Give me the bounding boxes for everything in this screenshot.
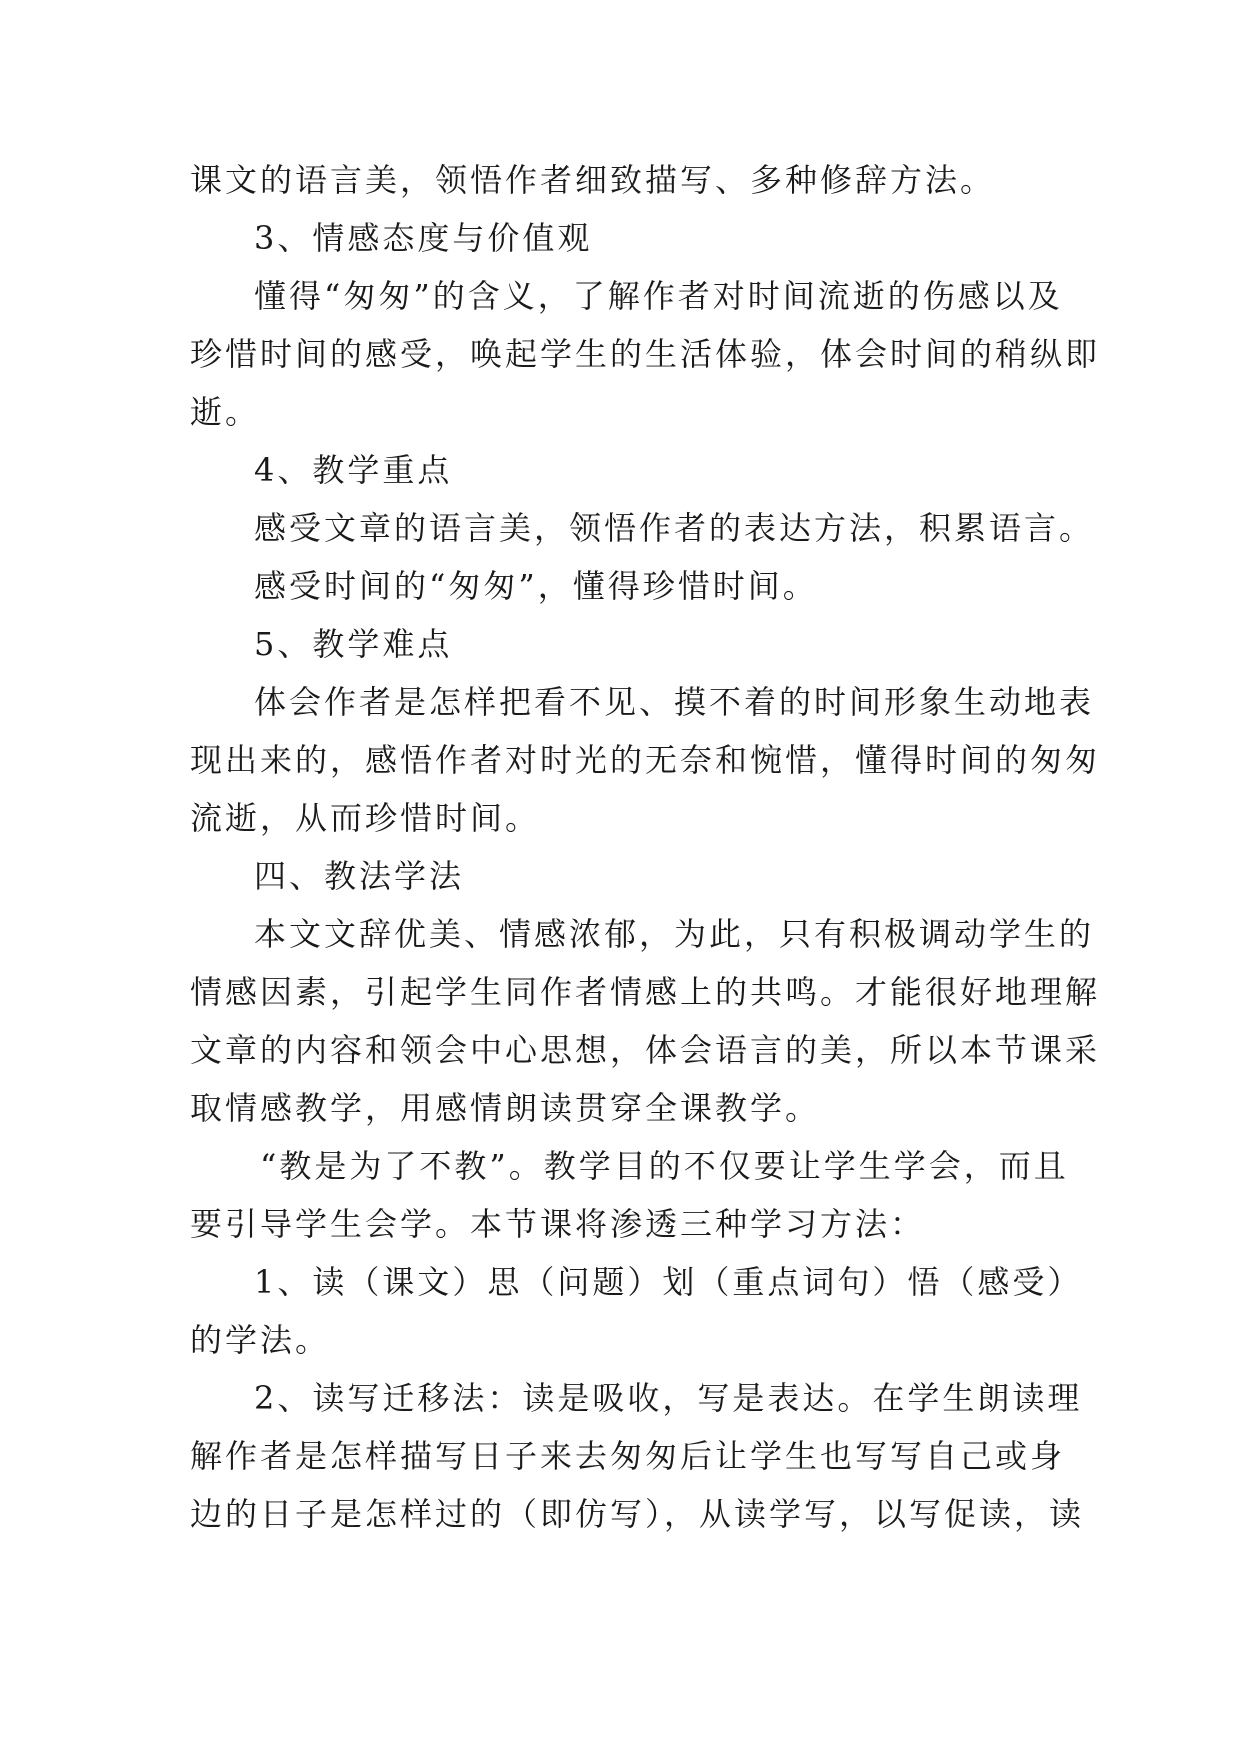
text-line: 要引导学生会学。本节课将渗透三种学习方法： (190, 1205, 926, 1243)
text-line: 逝。 (190, 393, 261, 431)
text-line: 情感因素，引起学生同作者情感上的共鸣。才能很好地理解 (190, 973, 1101, 1011)
section-heading: 3、情感态度与价值观 (254, 219, 593, 257)
text-line: 本文文辞优美、情感浓郁，为此，只有积极调动学生的 (254, 915, 1095, 953)
document-body (190, 151, 1101, 1543)
text-line: 取情感教学，用感情朗读贯穿全课教学。 (190, 1089, 821, 1127)
text-line: 解作者是怎样描写日子来去匆匆后让学生也写写自己或身 (190, 1437, 1066, 1475)
text-line: 体会作者是怎样把看不见、摸不着的时间形象生动地表 (254, 683, 1095, 721)
text-line: “教是为了不教”。教学目的不仅要让学生学会，而且 (260, 1147, 1069, 1185)
text-line: 感受时间的“匆匆”，懂得珍惜时间。 (254, 567, 818, 605)
text-line: 珍惜时间的感受，唤起学生的生活体验，体会时间的稍纵即 (190, 335, 1101, 373)
text-line: 文章的内容和领会中心思想，体会语言的美，所以本节课采 (190, 1031, 1101, 1069)
text-line: 现出来的，感悟作者对时光的无奈和惋惜，懂得时间的匆匆 (190, 741, 1101, 779)
text-line: 的学法。 (190, 1321, 331, 1359)
text-line: 懂得“匆匆”的含义，了解作者对时间流逝的伤感以及 (254, 277, 1063, 315)
text-line: 课文的语言美，领悟作者细致描写、多种修辞方法。 (190, 161, 996, 199)
text-line: 感受文章的语言美，领悟作者的表达方法，积累语言。 (254, 509, 1095, 547)
section-heading: 5、教学难点 (254, 625, 453, 663)
section-heading: 四、教法学法 (254, 857, 465, 895)
list-item: 2、读写迁移法：读是吸收，写是表达。在学生朗读理 (254, 1379, 1083, 1417)
text-line: 流逝，从而珍惜时间。 (190, 799, 541, 837)
section-heading: 4、教学重点 (254, 451, 453, 489)
list-item: 1、读（课文）思（问题）划（重点词句）悟（感受） (254, 1263, 1083, 1301)
text-line: 边的日子是怎样过的（即仿写），从读学写，以写促读，读 (190, 1495, 1085, 1533)
